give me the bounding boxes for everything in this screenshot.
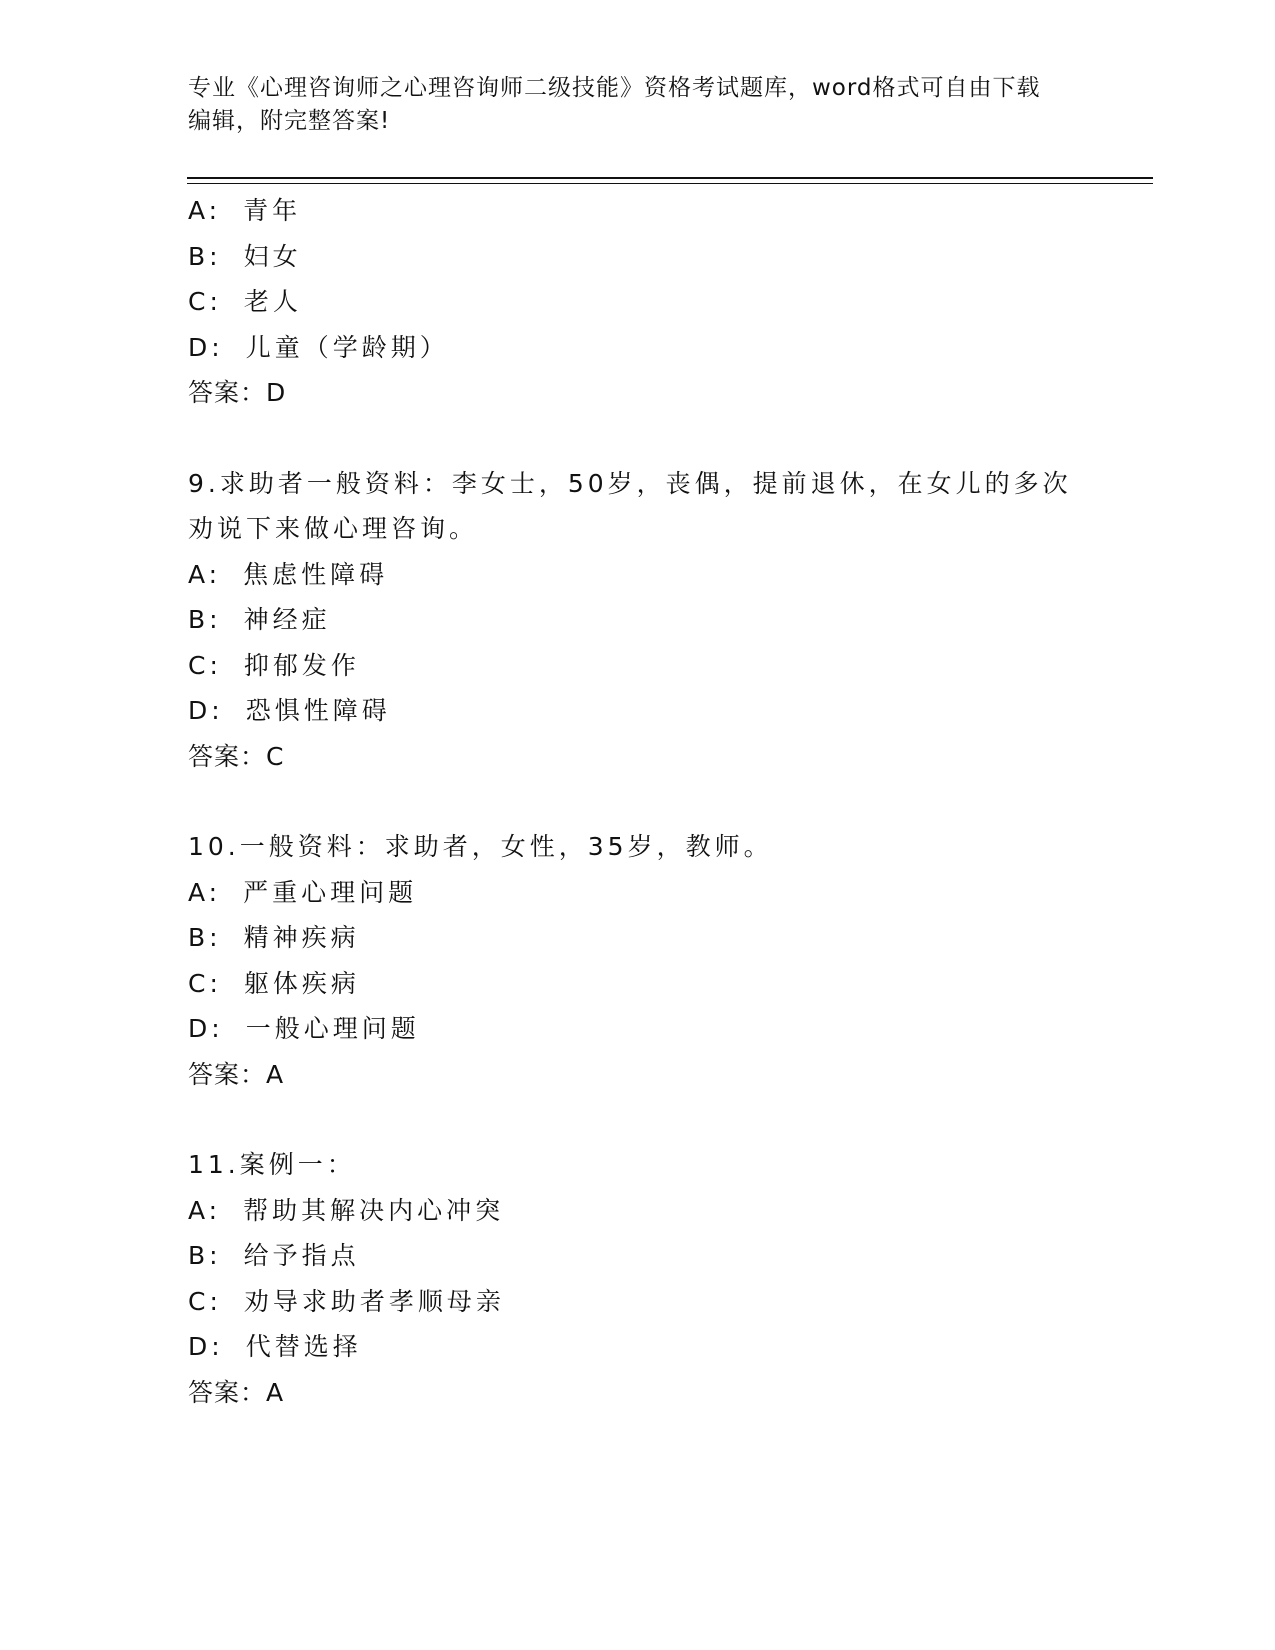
option-letter: B: — [188, 923, 222, 952]
option-text: 给予指点 — [243, 1241, 360, 1270]
option-text: 一般心理问题 — [245, 1014, 420, 1043]
option-d — [188, 688, 1088, 734]
option-text: 精神疾病 — [243, 923, 360, 952]
option-d — [188, 1006, 1088, 1052]
question-block-8 — [188, 188, 1088, 416]
option-letter: C: — [188, 650, 222, 680]
option-letter: D: — [188, 332, 224, 362]
option-letter: B: — [188, 1241, 222, 1270]
option-letter: A: — [188, 1195, 222, 1225]
option-letter: C: — [188, 968, 222, 998]
option-letter: A: — [188, 559, 222, 589]
option-b — [188, 597, 1088, 643]
question-block-11 — [188, 1142, 1088, 1415]
question-block-9 — [188, 461, 1088, 780]
header-line-1: 专业《心理咨询师之心理咨询师二级技能》资格考试题库，word格式可自由下载 — [188, 75, 1041, 101]
option-c — [188, 279, 1088, 325]
answer-line: 答案：A — [188, 1377, 285, 1407]
option-letter: B: — [188, 605, 222, 634]
option-a — [188, 188, 1088, 234]
option-text: 老人 — [243, 287, 302, 316]
option-a — [188, 1188, 1088, 1234]
option-text: 帮助其解决内心冲突 — [243, 1195, 505, 1225]
option-d — [188, 325, 1088, 371]
question-stem-line-1: 9.求助者一般资料：李女士，50岁，丧偶，提前退休，在女儿的多次 — [188, 468, 1072, 498]
header-divider-thick — [187, 177, 1153, 179]
option-c — [188, 961, 1088, 1007]
question-stem-line-2: 劝说下来做心理咨询。 — [188, 514, 479, 543]
question-list — [188, 188, 1088, 1415]
option-text: 抑郁发作 — [243, 650, 360, 680]
answer-line: 答案：C — [188, 741, 285, 771]
option-letter: B: — [188, 241, 222, 271]
option-letter: A: — [188, 877, 222, 907]
option-text: 妇女 — [243, 241, 302, 271]
question-stem-line-1: 10.一般资料：求助者，女性，35岁，教师。 — [188, 832, 773, 861]
question-block-10 — [188, 824, 1088, 1097]
option-text: 恐惧性障碍 — [245, 696, 391, 725]
option-b — [188, 1233, 1088, 1279]
option-text: 焦虑性障碍 — [243, 559, 389, 589]
option-c — [188, 643, 1088, 689]
header-divider-thin — [187, 183, 1153, 184]
answer-line: 答案：D — [188, 378, 287, 407]
option-a — [188, 870, 1088, 916]
option-letter: C: — [188, 1286, 222, 1316]
option-b — [188, 234, 1088, 280]
option-b — [188, 915, 1088, 961]
option-text: 青年 — [243, 196, 302, 225]
option-d — [188, 1324, 1088, 1370]
question-stem-line-1: 11.案例一： — [188, 1150, 356, 1179]
document-header — [188, 72, 1088, 138]
option-text: 严重心理问题 — [243, 877, 418, 907]
header-line-2: 编辑，附完整答案! — [188, 108, 391, 134]
option-letter: D: — [188, 1014, 224, 1043]
option-letter: D: — [188, 696, 224, 725]
option-text: 劝导求助者孝顺母亲 — [243, 1286, 505, 1316]
option-text: 儿童（学龄期） — [245, 332, 449, 362]
option-text: 神经症 — [243, 605, 331, 634]
answer-line: 答案：A — [188, 1059, 285, 1089]
option-letter: D: — [188, 1332, 224, 1361]
option-text: 代替选择 — [245, 1332, 362, 1361]
option-text: 躯体疾病 — [243, 968, 360, 998]
option-letter: C: — [188, 287, 222, 316]
option-letter: A: — [188, 196, 222, 225]
option-a — [188, 552, 1088, 598]
option-c — [188, 1279, 1088, 1325]
